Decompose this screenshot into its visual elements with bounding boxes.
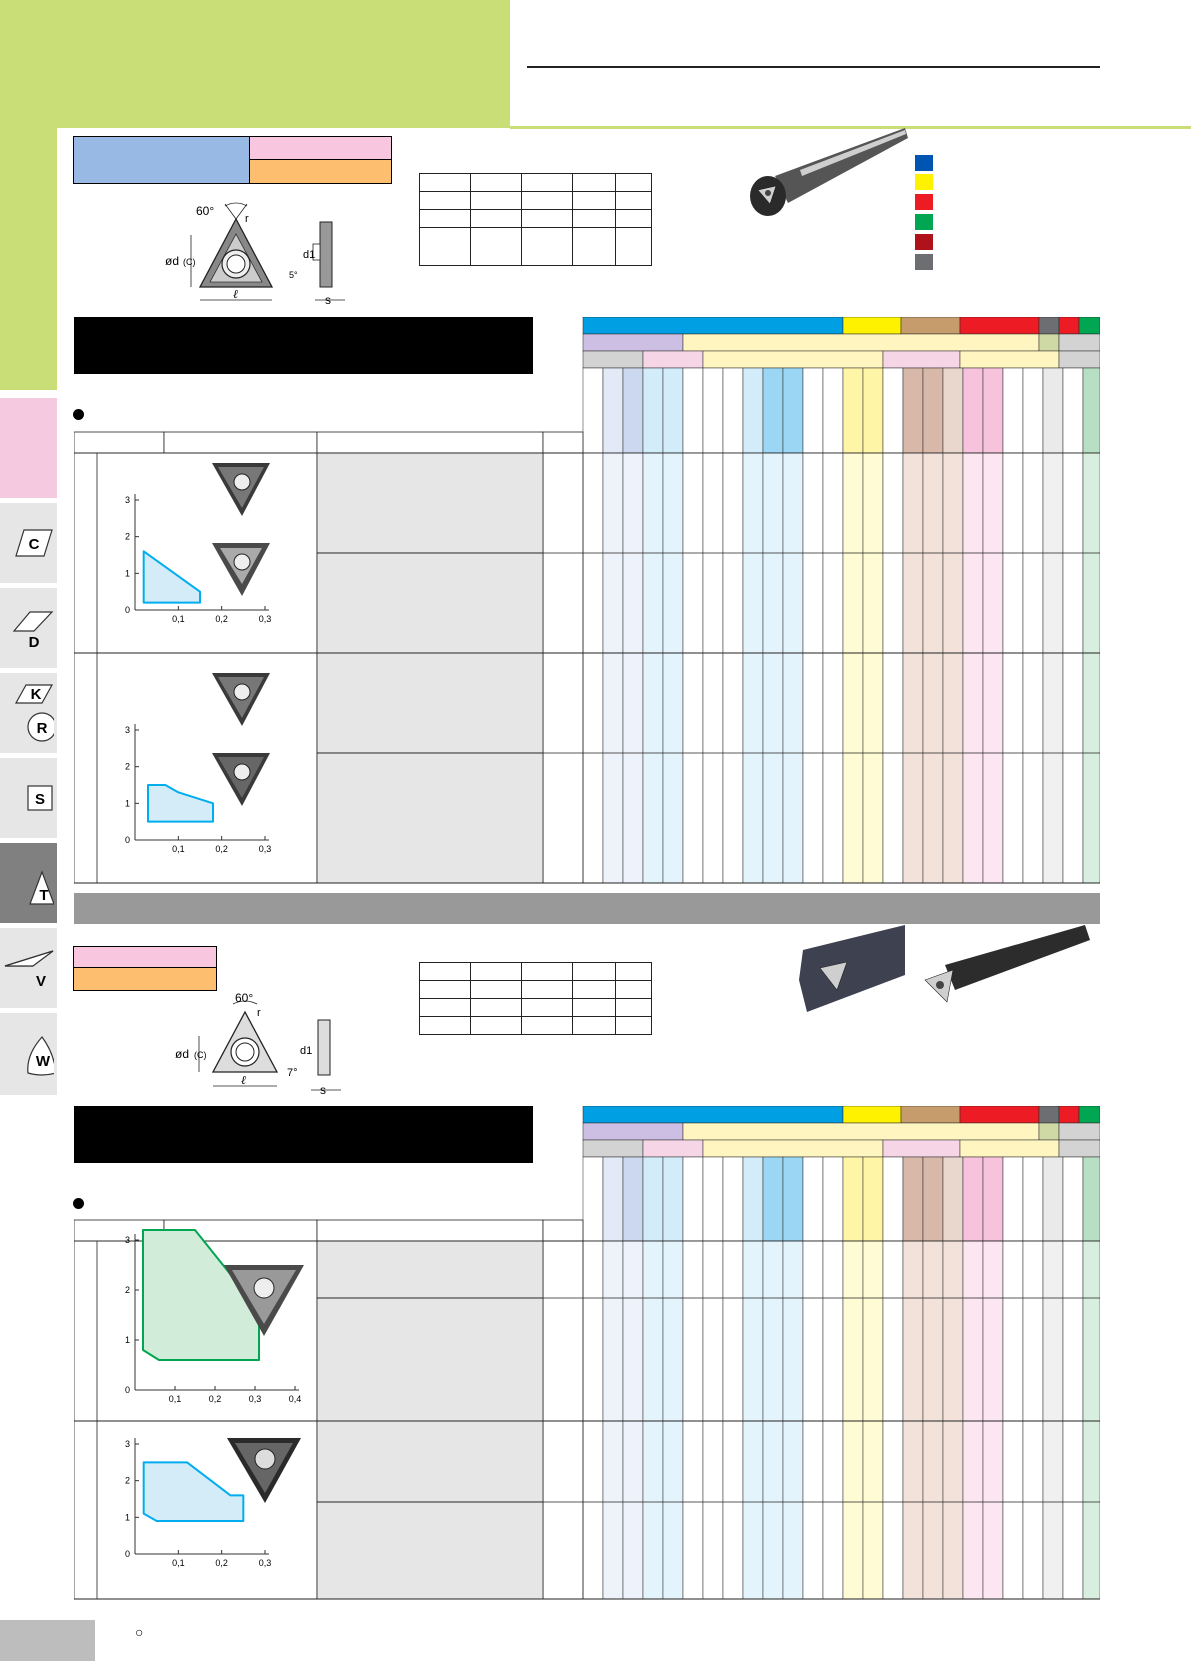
- thickness-label: s: [320, 1083, 326, 1097]
- header-cell: [663, 1157, 683, 1241]
- header-cell: [1083, 1157, 1100, 1241]
- description-cell: [317, 553, 543, 653]
- body-column: [783, 1241, 803, 1599]
- body-column: [643, 453, 663, 883]
- header-cell: [1043, 1157, 1063, 1241]
- grade-label-orange: [73, 967, 217, 991]
- header-cell: [623, 368, 643, 453]
- header-band: [583, 1140, 643, 1157]
- header-cell: [743, 368, 763, 453]
- body-column: [1003, 1241, 1023, 1599]
- header-cell: [883, 1157, 903, 1241]
- header-cell: [583, 1157, 603, 1241]
- header-cell: [763, 368, 783, 453]
- header-band: [1079, 1106, 1100, 1123]
- grade-label-blue: [73, 136, 250, 184]
- header-cell: [1043, 368, 1063, 453]
- table-header-cell: [543, 432, 583, 453]
- body-column: [963, 1241, 983, 1599]
- x-tick-label: 0,2: [208, 1394, 222, 1404]
- header-cell: [1063, 1157, 1083, 1241]
- body-column: [1023, 453, 1043, 883]
- body-column: [943, 453, 963, 883]
- header-band: [901, 317, 960, 334]
- header-cell: [903, 368, 923, 453]
- header-band: [583, 1106, 843, 1123]
- tab-letter: R: [36, 720, 47, 737]
- description-cell: [317, 1502, 543, 1599]
- header-band: [1039, 1123, 1059, 1140]
- tab-letter: C: [28, 536, 39, 553]
- y-tick-label: 0: [124, 1549, 130, 1559]
- header-cell: [663, 368, 683, 453]
- body-column: [883, 1241, 903, 1599]
- header-cell: [1003, 368, 1023, 453]
- table-header-cell: [317, 1220, 543, 1241]
- body-column: [903, 1241, 923, 1599]
- body-column: [723, 453, 743, 883]
- tab-letter: T: [38, 887, 49, 904]
- header-band: [843, 317, 901, 334]
- header-cell: [963, 368, 983, 453]
- body-column: [903, 453, 923, 883]
- header-cell: [643, 368, 663, 453]
- header-green-block: [0, 0, 510, 128]
- square-s-icon: [4, 781, 54, 815]
- y-tick-label: 0: [124, 605, 130, 615]
- header-band: [1059, 1140, 1100, 1157]
- legend-swatch-green: [915, 214, 933, 230]
- body-column: [863, 1241, 883, 1599]
- rhombus-d-icon: [4, 606, 54, 651]
- boring-bar-image: [730, 128, 910, 228]
- body-column: [683, 1241, 703, 1599]
- tab-letter: K: [30, 686, 41, 703]
- trigon-w-icon: [4, 1031, 54, 1077]
- side-tab-s[interactable]: [0, 758, 57, 838]
- y-tick-label: 1: [124, 1335, 130, 1345]
- title-rule: [527, 66, 1100, 68]
- body-column: [983, 453, 1003, 883]
- header-band: [1059, 317, 1079, 334]
- body-column: [1083, 1241, 1100, 1599]
- tab-letter: W: [35, 1053, 50, 1070]
- body-column: [643, 1241, 663, 1599]
- x-tick-label: 0,2: [215, 614, 228, 624]
- body-column: [843, 1241, 863, 1599]
- tool-holder-image: [795, 920, 1095, 1015]
- header-band: [1039, 1106, 1059, 1123]
- header-cell: [903, 1157, 923, 1241]
- header-band: [1059, 1123, 1100, 1140]
- y-tick-label: 2: [124, 761, 130, 772]
- round-r-icon: [4, 709, 54, 745]
- header-band: [843, 1106, 901, 1123]
- body-column: [763, 1241, 783, 1599]
- header-band: [1039, 334, 1059, 351]
- header-band: [683, 334, 1039, 351]
- header-cell: [603, 368, 623, 453]
- body-column: [583, 1241, 603, 1599]
- header-band: [960, 1140, 1059, 1157]
- description-cell: [317, 1298, 543, 1421]
- rhombus-v-icon: [3, 946, 55, 991]
- clearance-label: 7°: [287, 1067, 298, 1079]
- body-column: [703, 1241, 723, 1599]
- header-band: [683, 1123, 1039, 1140]
- body-column: [803, 453, 823, 883]
- header-band: [960, 1106, 1039, 1123]
- header-cell: [863, 1157, 883, 1241]
- header-cell: [1063, 368, 1083, 453]
- radius-label: r: [257, 1007, 261, 1019]
- body-column: [603, 453, 623, 883]
- parallelogram-k-icon: [4, 681, 54, 709]
- header-band: [703, 1140, 883, 1157]
- header-cell: [883, 368, 903, 453]
- x-tick-label: 0,3: [258, 614, 272, 624]
- header-cell: [843, 1157, 863, 1241]
- legend-swatch-darkred: [915, 234, 933, 250]
- insert-photo: [225, 1435, 303, 1505]
- x-tick-label: 0,3: [248, 1394, 262, 1404]
- body-column: [863, 453, 883, 883]
- header-band: [883, 351, 960, 368]
- legend-swatch-blue: [915, 155, 933, 171]
- header-band: [583, 351, 643, 368]
- body-column: [783, 453, 803, 883]
- body-column: [1043, 1241, 1063, 1599]
- header-cell: [943, 368, 963, 453]
- length-label: ℓ: [241, 1073, 246, 1087]
- insert-geometry-diagram: [145, 192, 355, 312]
- header-cell: [783, 1157, 803, 1241]
- header-cell: [623, 1157, 643, 1241]
- y-tick-label: 3: [124, 725, 130, 735]
- header-band: [1079, 317, 1100, 334]
- header-cell: [583, 368, 603, 453]
- header-cell: [823, 1157, 843, 1241]
- header-band: [960, 317, 1039, 334]
- hole-label: d1: [303, 249, 316, 261]
- clearance-label: 5°: [289, 270, 298, 280]
- header-band: [960, 351, 1059, 368]
- body-column: [843, 453, 863, 883]
- header-band: [883, 1140, 960, 1157]
- header-cell: [783, 368, 803, 453]
- body-column: [723, 1241, 743, 1599]
- body-column: [1043, 453, 1063, 883]
- x-tick-label: 0,3: [258, 1558, 272, 1568]
- header-cell: [703, 1157, 723, 1241]
- x-tick-label: 0,4: [288, 1394, 302, 1404]
- header-band: [583, 334, 683, 351]
- header-band: [1059, 351, 1100, 368]
- diameter-note: (C): [183, 257, 196, 267]
- side-tab-v[interactable]: [0, 928, 57, 1008]
- tab-letter: V: [35, 972, 46, 990]
- y-tick-label: 2: [124, 1285, 130, 1295]
- y-tick-label: 1: [124, 568, 130, 579]
- insert-photo: [210, 540, 272, 598]
- header-band: [643, 1140, 703, 1157]
- legend-swatch-yellow: [915, 174, 933, 190]
- y-tick-label: 0: [124, 1385, 130, 1395]
- header-cell: [643, 1157, 663, 1241]
- x-tick-label: 0,2: [215, 1558, 228, 1568]
- y-tick-label: 0: [124, 835, 130, 845]
- header-cell: [723, 368, 743, 453]
- y-tick-label: 2: [124, 531, 130, 542]
- insert-photo: [210, 670, 272, 728]
- x-tick-label: 0,1: [168, 1394, 182, 1404]
- body-column: [1023, 1241, 1043, 1599]
- y-tick-label: 1: [124, 1512, 130, 1523]
- chip-control-area: [144, 551, 200, 602]
- insert-geometry-diagram: [175, 990, 375, 1100]
- header-cell: [743, 1157, 763, 1241]
- page-number-tab: [0, 1620, 95, 1661]
- header-cell: [923, 1157, 943, 1241]
- side-tab-c[interactable]: [0, 503, 57, 583]
- body-column: [623, 453, 643, 883]
- header-cell: [1023, 1157, 1043, 1241]
- diameter-label: ød: [175, 1047, 190, 1061]
- header-band: [583, 1123, 683, 1140]
- spec-table: [419, 962, 652, 1035]
- header-cell: [1003, 1157, 1023, 1241]
- body-column: [1063, 1241, 1083, 1599]
- body-column: [1063, 453, 1083, 883]
- header-cell: [723, 1157, 743, 1241]
- header-cell: [963, 1157, 983, 1241]
- insert-photo: [222, 1262, 306, 1338]
- triangle-t-icon: [4, 858, 54, 908]
- header-cell: [943, 1157, 963, 1241]
- table-header-cell: [543, 1220, 583, 1241]
- body-column: [683, 453, 703, 883]
- body-column: [803, 1241, 823, 1599]
- header-cell: [803, 1157, 823, 1241]
- header-cell: [763, 1157, 783, 1241]
- body-column: [883, 453, 903, 883]
- grade-label-orange: [249, 159, 392, 184]
- side-tab-w[interactable]: [0, 1013, 57, 1095]
- x-tick-label: 0,1: [172, 1558, 185, 1568]
- body-column: [663, 453, 683, 883]
- rhombus-c-icon: [4, 528, 54, 558]
- body-column: [963, 453, 983, 883]
- x-tick-label: 0,1: [172, 614, 185, 624]
- header-cell: [683, 1157, 703, 1241]
- body-column: [603, 1241, 623, 1599]
- header-cell: [603, 1157, 623, 1241]
- grade-label-pink: [73, 946, 217, 968]
- description-cell: [317, 653, 543, 753]
- angle-label: 60°: [196, 204, 215, 218]
- header-cell: [1083, 368, 1100, 453]
- y-tick-label: 1: [124, 798, 130, 809]
- description-cell: [317, 1241, 543, 1298]
- length-label: ℓ: [233, 287, 238, 301]
- body-column: [763, 453, 783, 883]
- thickness-label: s: [325, 293, 331, 307]
- x-tick-label: 0,3: [258, 844, 272, 854]
- header-band: [583, 317, 843, 334]
- angle-label: 60°: [235, 991, 254, 1005]
- hole-label: d1: [300, 1045, 313, 1057]
- side-tab-d[interactable]: [0, 588, 57, 668]
- header-band: [1039, 317, 1059, 334]
- header-cell: [683, 368, 703, 453]
- body-column: [703, 453, 723, 883]
- header-band: [643, 351, 703, 368]
- chip-control-area: [148, 785, 213, 822]
- header-cell: [863, 368, 883, 453]
- side-tab-active-pink[interactable]: [0, 398, 57, 498]
- insert-photo: [210, 460, 272, 518]
- header-band: [703, 351, 883, 368]
- insert-photo: [210, 750, 272, 808]
- header-cell: [983, 1157, 1003, 1241]
- body-column: [983, 1241, 1003, 1599]
- table-header-cell: [164, 432, 317, 453]
- radius-label: r: [245, 213, 249, 225]
- header-cell: [803, 368, 823, 453]
- body-column: [623, 1241, 643, 1599]
- legend-swatch-gray: [915, 254, 933, 270]
- header-band: [1059, 1106, 1079, 1123]
- tab-letter: D: [28, 633, 39, 651]
- y-tick-label: 3: [124, 1235, 130, 1245]
- body-column: [923, 453, 943, 883]
- y-tick-label: 2: [124, 1475, 130, 1486]
- header-band: [1059, 334, 1100, 351]
- y-tick-label: 3: [124, 495, 130, 505]
- body-column: [583, 453, 603, 883]
- x-tick-label: 0,1: [172, 844, 185, 854]
- body-column: [823, 453, 843, 883]
- header-cell: [703, 368, 723, 453]
- footer-symbol: ○: [135, 1624, 144, 1640]
- description-cell: [317, 453, 543, 553]
- tab-letter: S: [34, 791, 45, 808]
- table-header-cell: [74, 432, 164, 453]
- sidebar-green-block: [0, 128, 57, 390]
- body-column: [923, 1241, 943, 1599]
- body-column: [663, 1241, 683, 1599]
- body-column: [743, 453, 763, 883]
- header-cell: [843, 368, 863, 453]
- body-column: [823, 1241, 843, 1599]
- header-cell: [1023, 368, 1043, 453]
- header-cell: [983, 368, 1003, 453]
- spec-table: [419, 173, 652, 266]
- description-cell: [317, 1421, 543, 1502]
- diameter-note: (C): [194, 1050, 207, 1060]
- x-tick-label: 0,2: [215, 844, 228, 854]
- body-column: [1003, 453, 1023, 883]
- table-header-cell: [317, 432, 543, 453]
- header-band: [901, 1106, 960, 1123]
- body-column: [1083, 453, 1100, 883]
- header-cell: [923, 368, 943, 453]
- y-tick-label: 3: [124, 1439, 130, 1449]
- side-tab-t-active[interactable]: [0, 843, 57, 923]
- description-cell: [317, 753, 543, 883]
- grade-label-pink: [249, 136, 392, 160]
- diameter-label: ød: [165, 254, 180, 268]
- body-column: [743, 1241, 763, 1599]
- header-cell: [823, 368, 843, 453]
- body-column: [943, 1241, 963, 1599]
- legend-swatch-red: [915, 194, 933, 210]
- side-tab-kr[interactable]: [0, 673, 57, 753]
